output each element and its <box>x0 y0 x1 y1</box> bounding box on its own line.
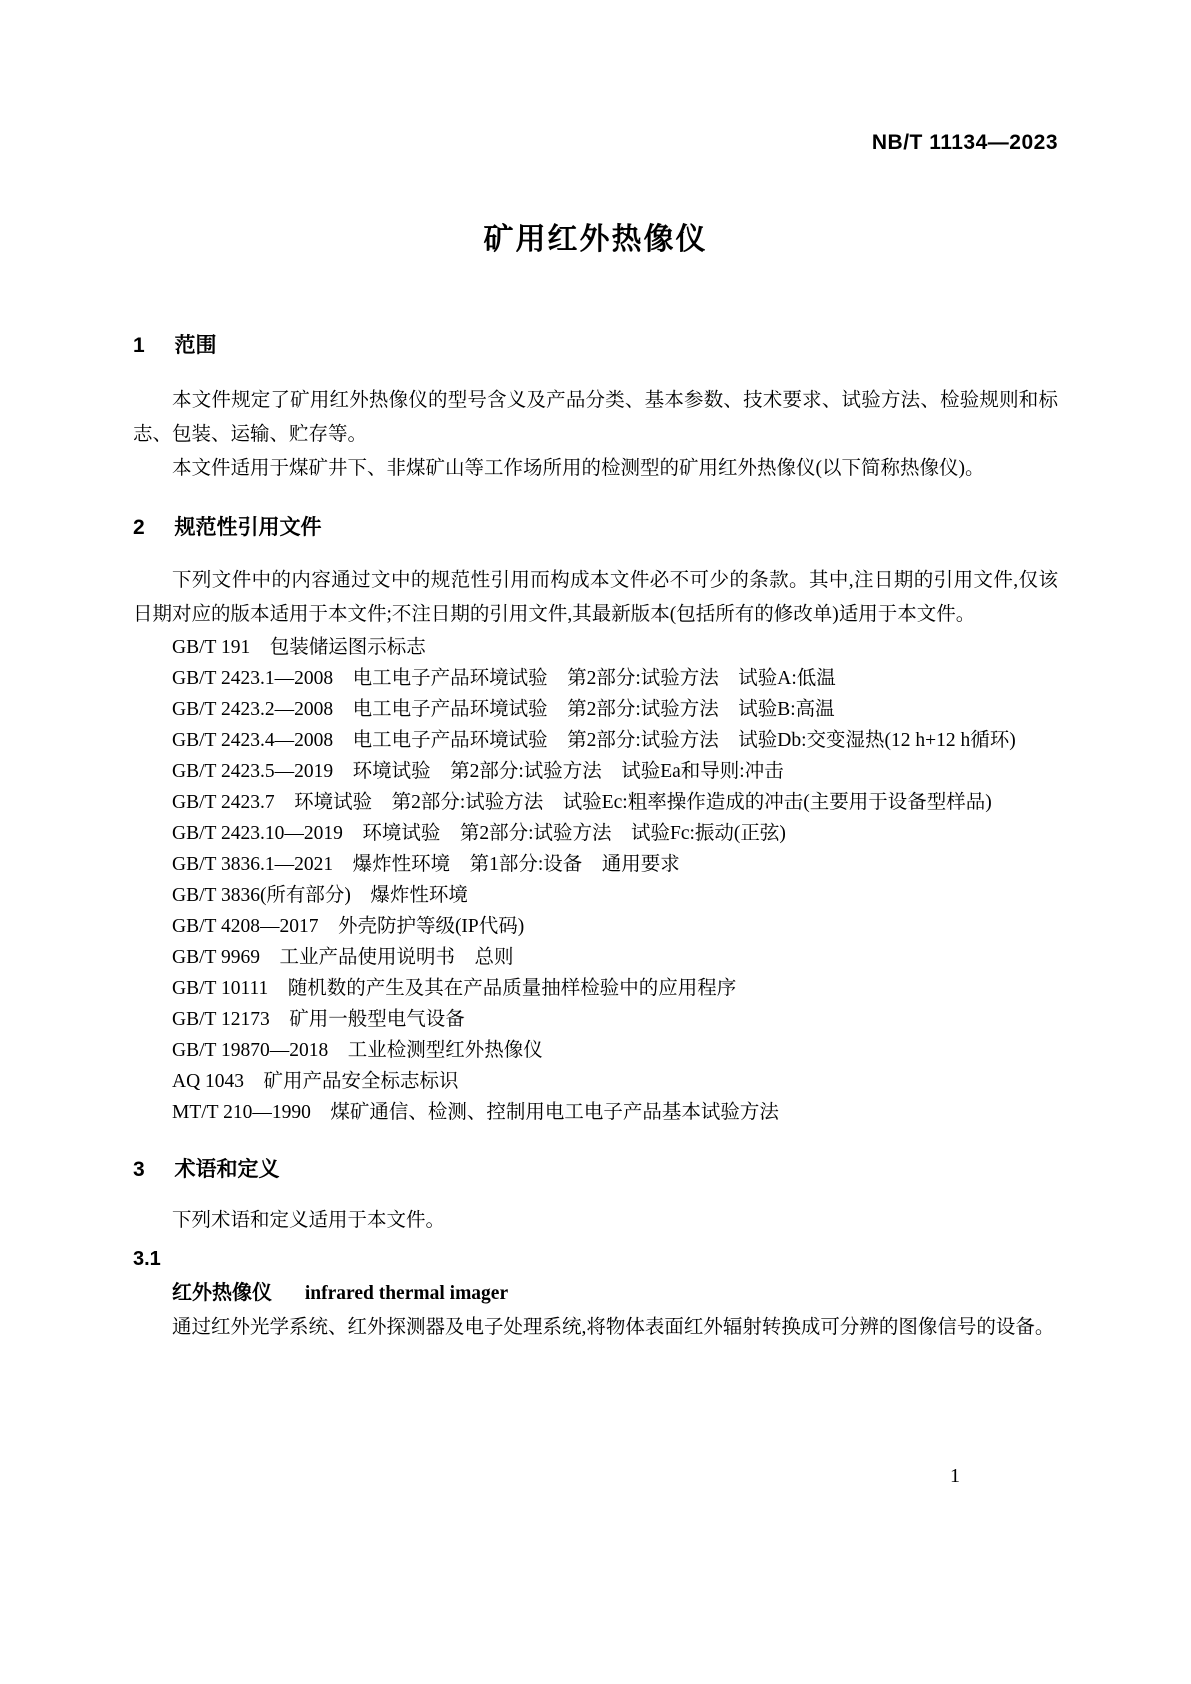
term-name-en: infrared thermal imager <box>304 1283 509 1304</box>
reference-item: GB/T 9969 工业产品使用说明书 总则 <box>172 947 514 968</box>
terms-intro: 下列术语和定义适用于本文件。 <box>172 1210 446 1231</box>
reference-item: GB/T 2423.5—2019 环境试验 第2部分:试验方法 试验Ea和导则:冲击 <box>172 761 784 782</box>
section-3-heading <box>133 1156 1058 1184</box>
reference-item: GB/T 10111 随机数的产生及其在产品质量抽样检验中的应用程序 <box>172 978 737 999</box>
section-1-title: 范围 <box>174 334 217 357</box>
section-1-number: 1 <box>133 334 145 357</box>
term-name-zh: 红外热像仪 <box>172 1282 272 1304</box>
references-intro: 下列文件中的内容通过文中的规范性引用而构成本文件必不可少的条款。其中,注日期的引用文件,仅该日期对应的版本适用于本文件;不注日期的引用文件,其最新版本(包括所有的修改单)适用于本文件。 <box>133 570 1058 625</box>
reference-item: GB/T 191 包装储运图示标志 <box>172 637 426 658</box>
reference-item: GB/T 2423.1—2008 电工电子产品环境试验 第2部分:试验方法 试验A:低温 <box>172 668 836 689</box>
reference-item: GB/T 2423.10—2019 环境试验 第2部分:试验方法 试验Fc:振动(正弦) <box>172 823 786 844</box>
reference-item: GB/T 2423.7 环境试验 第2部分:试验方法 试验Ec:粗率操作造成的冲击(主要用于设备型样品) <box>172 792 992 813</box>
section-normative-references <box>133 514 1058 1128</box>
document-title: 矿用红外热像仪 <box>483 223 708 256</box>
term-definition: 通过红外光学系统、红外探测器及电子处理系统,将物体表面红外辐射转换成可分辨的图像信号的设备。 <box>172 1317 1055 1338</box>
scope-paragraph-2: 本文件适用于煤矿井下、非煤矿山等工作场所用的检测型的矿用红外热像仪(以下简称热像仪)。 <box>172 458 985 479</box>
reference-item: GB/T 2423.4—2008 电工电子产品环境试验 第2部分:试验方法 试验Db:交变湿热(12 h+12 h循环) <box>172 730 1016 751</box>
reference-item: GB/T 2423.2—2008 电工电子产品环境试验 第2部分:试验方法 试验B:高温 <box>172 699 835 720</box>
section-1-heading <box>133 332 1058 360</box>
section-scope <box>133 332 1058 486</box>
reference-item: AQ 1043 矿用产品安全标志标识 <box>172 1071 459 1092</box>
reference-item: GB/T 4208—2017 外壳防护等级(IP代码) <box>172 916 525 937</box>
reference-item: GB/T 3836.1—2021 爆炸性环境 第1部分:设备 通用要求 <box>172 854 680 875</box>
doc-number: NB/T 11134—2023 <box>871 131 1058 154</box>
document-header <box>133 132 1058 154</box>
reference-item: GB/T 3836(所有部分) 爆炸性环境 <box>172 885 468 906</box>
section-3-number: 3 <box>133 1158 145 1181</box>
page-number: 1 <box>950 1465 960 1487</box>
reference-item: GB/T 12173 矿用一般型电气设备 <box>172 1009 465 1030</box>
reference-item: GB/T 19870—2018 工业检测型红外热像仪 <box>172 1040 543 1061</box>
section-3-title: 术语和定义 <box>174 1158 280 1181</box>
section-terms-and-definitions <box>133 1156 1058 1345</box>
section-2-heading <box>133 514 1058 542</box>
term-title-line <box>133 1276 1058 1311</box>
section-2-title: 规范性引用文件 <box>174 516 322 539</box>
term-clause-number: 3.1 <box>133 1248 161 1270</box>
reference-item: MT/T 210—1990 煤矿通信、检测、控制用电工电子产品基本试验方法 <box>172 1102 779 1123</box>
reference-list <box>133 632 1058 1128</box>
scope-paragraph-1: 本文件规定了矿用红外热像仪的型号含义及产品分类、基本参数、技术要求、试验方法、检验规则和标志、包装、运输、贮存等。 <box>133 390 1058 445</box>
page-footer <box>950 1464 960 1488</box>
section-2-number: 2 <box>133 516 145 539</box>
